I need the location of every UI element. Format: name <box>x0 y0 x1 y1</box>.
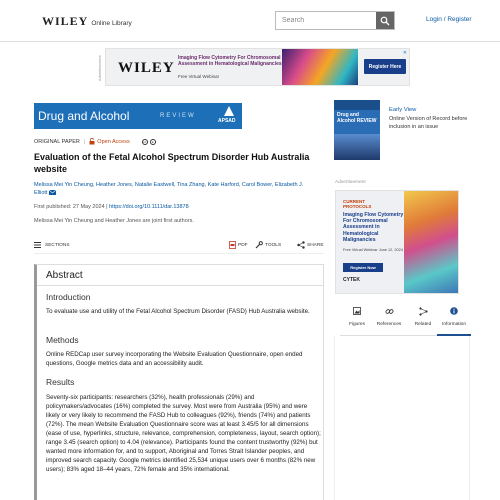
tab-references[interactable] <box>372 302 406 336</box>
sidebar-tab-panel <box>334 336 470 500</box>
side-ad-title: Imaging Flow Cytometry For Chromosomal Assessment in Hematological Malignancies <box>343 212 404 243</box>
article-action-bar <box>34 238 324 254</box>
search-button[interactable] <box>376 12 394 29</box>
publication-line <box>34 204 189 210</box>
tab-information[interactable] <box>437 302 471 336</box>
journal-banner[interactable] <box>34 103 242 129</box>
article-title: Evaluation of the Fetal Alcohol Spectrum Disorder Hub Australia website <box>34 152 310 174</box>
side-ad-register-button[interactable]: Register Now <box>343 263 383 272</box>
tab-references-label: References <box>376 322 402 327</box>
sidebar-advertisement-label: Advertisement <box>335 180 366 185</box>
site-header <box>0 0 500 42</box>
cover-artwork <box>334 134 380 160</box>
by-icon: ● <box>150 139 156 145</box>
wiley-logo[interactable] <box>42 14 132 29</box>
tools-button[interactable] <box>255 241 281 249</box>
logo-brand: WILEY <box>42 14 89 28</box>
cover-header <box>334 100 380 110</box>
ad-logo: WILEY <box>118 60 175 76</box>
methods-heading: Methods <box>46 335 79 345</box>
ad-close-icon[interactable]: ✕ <box>402 50 407 56</box>
introduction-heading: Introduction <box>46 292 91 302</box>
tools-label: TOOLS <box>265 242 282 248</box>
share-label: SHARE <box>307 242 324 248</box>
sidebar-advertisement[interactable] <box>335 190 459 294</box>
side-ad-logo: CURRENT PROTOCOLS <box>343 199 372 209</box>
link-icon <box>385 306 394 316</box>
email-icon[interactable] <box>49 190 56 195</box>
wrench-icon <box>255 241 263 249</box>
first-published: First published: 27 May 2024 <box>34 204 105 210</box>
share-button[interactable] <box>297 241 324 249</box>
ad-subtitle: Free Virtual Webinar <box>178 74 220 79</box>
abstract-heading: Abstract <box>46 270 83 281</box>
sidebar-tabs <box>340 302 470 336</box>
search-icon <box>380 16 390 26</box>
pub-separator: | <box>106 204 110 210</box>
side-ad-subtitle: Free Virtual Webinar June 12, 2024 <box>343 248 403 252</box>
info-icon <box>450 306 458 316</box>
authors-text[interactable]: Melissa Mei Yin Cheung, Heather Jones, Natalie Eastwell, Tina Zhang, Kate Harford, Carol Bower, Elizabeth J. Elliott <box>34 182 304 196</box>
pdf-button[interactable] <box>229 241 248 249</box>
cover-title: Drug and Alcohol REVIEW <box>337 112 377 124</box>
journal-title: Drug and Alcohol <box>38 109 130 123</box>
sections-button[interactable] <box>34 242 70 248</box>
cc-icon: cc <box>143 139 147 144</box>
joint-authors-note: Melissa Mei Yin Cheung and Heather Jones are joint first authors. <box>34 218 194 224</box>
search-input[interactable] <box>276 12 377 29</box>
logo-sub: Online Library <box>91 20 132 27</box>
meta-separator: | <box>83 138 86 145</box>
journal-review: REVIEW <box>160 113 196 119</box>
introduction-text: To evaluate use and utility of the Fetal Alcohol Spectrum Disorder (FASD) Hub Australia website. <box>46 308 310 315</box>
open-access-label: Open Access <box>97 138 130 145</box>
open-lock-icon <box>89 138 95 145</box>
search-box <box>275 11 395 30</box>
abstract-section <box>34 264 324 500</box>
related-network-icon <box>419 306 428 316</box>
pdf-label: PDF <box>238 242 248 248</box>
side-ad-brand: CYTEK <box>343 277 360 283</box>
tab-related-label: Related <box>414 322 432 327</box>
tab-figures-label: Figures <box>349 322 365 327</box>
early-view-description: Online Version of Record before inclusion in an issue <box>389 116 468 130</box>
journal-society: APSAD <box>218 118 236 124</box>
ad-title: Imaging Flow Cytometry For Chromosomal Assessment in Hematological Malignancies <box>178 55 282 67</box>
article-type: ORIGINAL PAPER <box>34 138 80 145</box>
open-access-badge[interactable] <box>89 138 129 145</box>
login-register-link[interactable]: Login / Register <box>426 16 472 23</box>
methods-text: Online REDCap user survey incorporating the Website Evaluation Questionnaire, open ended questions, Google metrics data and an accessibility audit. <box>46 351 303 367</box>
apsad-emblem-icon <box>224 106 234 116</box>
sections-list-icon <box>34 242 41 248</box>
doi-link[interactable]: https://doi.org/10.1111/dar.13878 <box>109 204 189 210</box>
ad-register-button[interactable]: Register Here <box>364 59 406 74</box>
author-list[interactable] <box>34 181 314 197</box>
tab-figures[interactable] <box>340 302 374 336</box>
journal-cover-image[interactable] <box>334 100 380 160</box>
advertisement-label: Advertisement <box>97 55 102 81</box>
share-icon <box>297 241 305 249</box>
results-heading: Results <box>46 377 75 387</box>
tab-related[interactable] <box>406 302 440 336</box>
side-ad-image <box>404 191 459 294</box>
pdf-icon <box>229 241 236 249</box>
tab-information-label: Information <box>442 322 466 327</box>
early-view-link[interactable]: Early View <box>389 107 417 113</box>
license-icons[interactable] <box>142 139 156 145</box>
figures-icon <box>353 306 361 316</box>
sections-label: SECTIONS <box>45 242 70 248</box>
top-advertisement[interactable] <box>105 48 410 86</box>
ad-image <box>282 49 358 85</box>
abstract-divider <box>37 285 324 286</box>
article-meta <box>34 138 156 145</box>
results-text: Seventy-six participants: researchers (32%), health professionals (29%) and policymakers/advocates (16%) completed the survey. Most were from Australia (95%) and were likely or very likely to recommend the FASD Hub to colleagues (92%), friends (74%) and patients (72%). The mean Website Evaluation Questionnaire score was at least 3.45/5 for all dimensions (ease of use, hyperlinks, structure, relevance, comprehension, completeness, layout, search option); range 3.45 (search option) to 4.04 (relevance). Participants found the content trustworthy (92%) but wanted more information for, and to support, Aboriginal and Torres Strait Islander peoples, and improved search capacity. Google metrics identified 25,534 unique users over 6 months (82% new users); 83% aged 18–44 years, 72% female and 35% international. <box>46 394 321 473</box>
